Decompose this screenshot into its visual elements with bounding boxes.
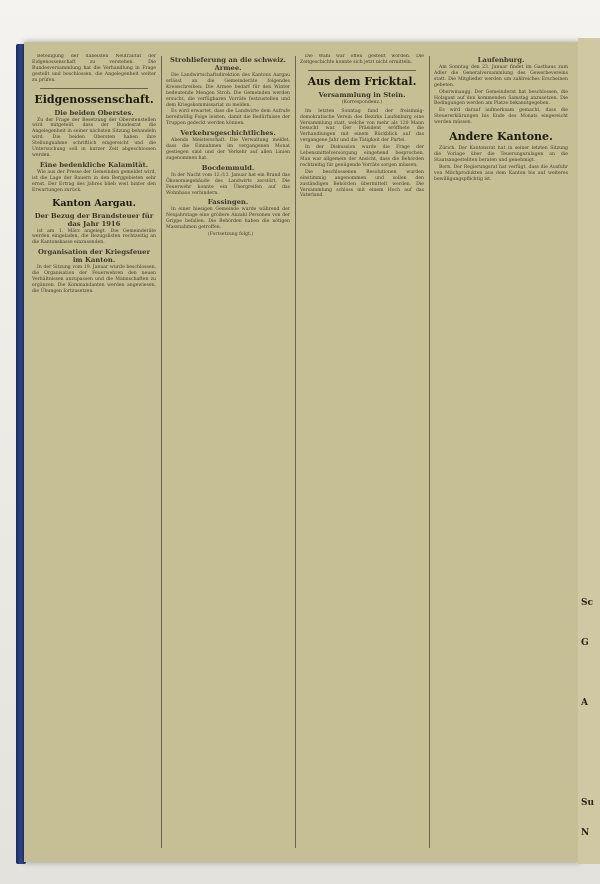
article-heading: Organisation der Kriegsfeuer im Kanton. (37, 248, 151, 265)
edge-fragment: N (581, 828, 590, 838)
edge-fragment: Su (581, 798, 595, 808)
edge-fragment: A (581, 698, 588, 708)
divider (308, 70, 416, 71)
paragraph: Beteiligung der dabeisten Neutralität der Eidgenossenschaft zu verstehen. Die Bundesversammlung hat die Verhandlung in Frage gestellt und beschlossen, die Angelegenheit weiter zu prüfen. (32, 54, 156, 83)
article-heading: Strohlieferung an die schweiz. Armee. (169, 56, 287, 72)
paragraph: In der Sitzung vom 19. Januar wurde beschlossen, die Organisation der Feuerwehren den neuen Verhältnissen anzupassen und die Mannschaften zu ergänzen. Die Kommandanten werden angewiesen, die Übungen fortzusetzen. (32, 265, 156, 294)
paragraph: Es wird erwartet, dass die Landwirte dem Aufrufe bereitwillig Folge leisten, damit die Bedürfnisse der Truppen gedeckt werden können. (166, 109, 290, 127)
paragraph: Im letzten Sonntag fand der freisinnig-demokratische Verein des Bezirks Laufenburg eine Versammlung statt, welche von mehr als 120 Mann besucht war. Der Präsident eröffnete die Verhandlungen mit einem Rückblick auf das vergangene Jahr und die Tätigkeit der Partei. (300, 108, 424, 144)
paragraph: In einer hiesigen Gemeinde wurde während der Neujahrstage eine größere Anzahl Personen von der Grippe befallen. Die Behörden haben die nötigen Massnahmen getroffen. (166, 207, 290, 231)
article-heading: Die beiden Oberstes. (54, 108, 134, 117)
divider (40, 88, 148, 89)
section-heading-andere-kantone: Andere Kantone. (449, 130, 553, 144)
column-3 (300, 54, 424, 850)
article-heading: Fassingen. (207, 198, 249, 207)
paragraph: In der Nacht vom 12./13. Januar hat ein Brand das Ökonomiegebäude des Landwirts zerstört. Die Feuerwehr konnte ein Übergreifen auf das Wohnhaus verhindern. (166, 172, 290, 196)
paragraph: In der Diskussion wurde die Frage der Lebensmittelversorgung eingehend besprochen. Man war allgemein der Ansicht, dass die Behörden rechtzeitig für genügende Vorräte sorgen müssen. (300, 145, 424, 168)
article-heading: Laufenburg. (477, 56, 525, 64)
paragraph: Wie aus der Presse der Gemeinden gemeldet wird, ist die Lage der Bauern in den Berggebieten sehr ernst. Der Ertrag des Jahres blieb weit hinter den Erwartungen zurück. (32, 169, 156, 193)
article-heading: Bocdemmuld. (201, 163, 255, 172)
paragraph: Am Sonntag den 23. Januar findet im Gasthaus zum Adler die Generalversammlung des Gewerbevereins statt. Die Mitglieder werden um zahlreiches Erscheinen gebeten. (434, 65, 568, 88)
paragraph: Zürich. Der Kantonsrat hat in seiner letzten Sitzung die Vorlage über die Teuerungszulagen an die Staatsangestellten beraten und genehmigt. (434, 146, 568, 163)
article-heading: Eine bedenkliche Kalamität. (39, 160, 149, 169)
section-heading-fricktal: Aus dem Fricktal. (307, 74, 417, 88)
paragraph: Abends Meisterschaft. Die Verwaltung meldet, dass die Einnahmen im vergangenen Monat gestiegen sind und der Verkehr auf allen Linien zugenommen hat. (166, 138, 290, 161)
column-2 (166, 54, 290, 850)
correspondence-note: (Korrespondenz.) (341, 99, 383, 105)
paragraph: Die beschlossenen Resolutionen wurden einstimmig angenommen und sollen den zuständigen Behörden übermittelt werden. Die Versammlung schloss mit einem Hoch auf das Vaterland. (300, 169, 424, 199)
column-rule (429, 56, 430, 848)
column-rule (295, 56, 296, 848)
paragraph: Die Landwirtschaftsdirektion des Kantons Aargau erlässt an die Gemeinderäte folgendes Kreisschreiben: Die Armee bedarf für den Winter bedeutende Mengen Stroh. Die Gemeinden werden ersucht, die verfügbaren Vorräte festzustellen und dem Kriegskommissariat zu melden. (166, 73, 290, 108)
column-4 (434, 54, 568, 850)
section-heading-aargau: Kanton Aargau. (52, 197, 136, 209)
facing-page-edge (578, 38, 600, 864)
paragraph: ist am 1. März angelegt. Die Gemeinderäte werden eingeladen, die Bezugslisten rechtzeitig an die Kantonskasse einzusenden. (32, 228, 156, 246)
paragraph: Bern. Der Regierungsrat hat verfügt, dass die Ausfuhr von Milchprodukten aus dem Kanton bis auf weiteres bewilligungspflichtig ist. (434, 164, 568, 182)
paragraph: Es wird darauf aufmerksam gemacht, dass die Steuererklärungen bis Ende des Monats eingereicht werden müssen. (434, 108, 568, 126)
newspaper-page (24, 42, 580, 862)
continuation-note: (Fortsetzung folgt.) (207, 232, 254, 238)
edge-fragment: Sc (581, 598, 593, 608)
section-heading-eidgenossenschaft: Eidgenossenschaft. (34, 92, 154, 106)
article-heading: Der Bezug der Brandsteuer für das Jahr 1916 (34, 211, 154, 228)
column-1 (32, 54, 156, 850)
column-rule (161, 56, 162, 848)
edge-fragment: G (581, 638, 589, 648)
article-heading: Verkehrsgeschichtliches. (180, 129, 276, 138)
paragraph: Zu der Frage der Besetzung der Oberstenstellen wird mitgeteilt, dass der Bundesrat die Angelegenheit in seiner nächsten Sitzung behandeln wird. Die beiden Obersten haben ihre Stellungnahme schriftlich eingereicht und die Untersuchung soll in kurzer Zeit abgeschlossen werden. (32, 117, 156, 158)
article-heading: Versammlung in Stein. (318, 90, 406, 99)
paragraph: Oberwmaugg. Der Gemeinderat hat beschlossen, die Holzgant auf den kommenden Samstag anzusetzen. Die Bedingungen werden am Platze bekanntgegeben. (434, 89, 568, 107)
paragraph: Die Wahl war offen gestellt worden. Die Zeitgeschichte konnte sich jetzt nicht ermitteln. (300, 54, 424, 65)
